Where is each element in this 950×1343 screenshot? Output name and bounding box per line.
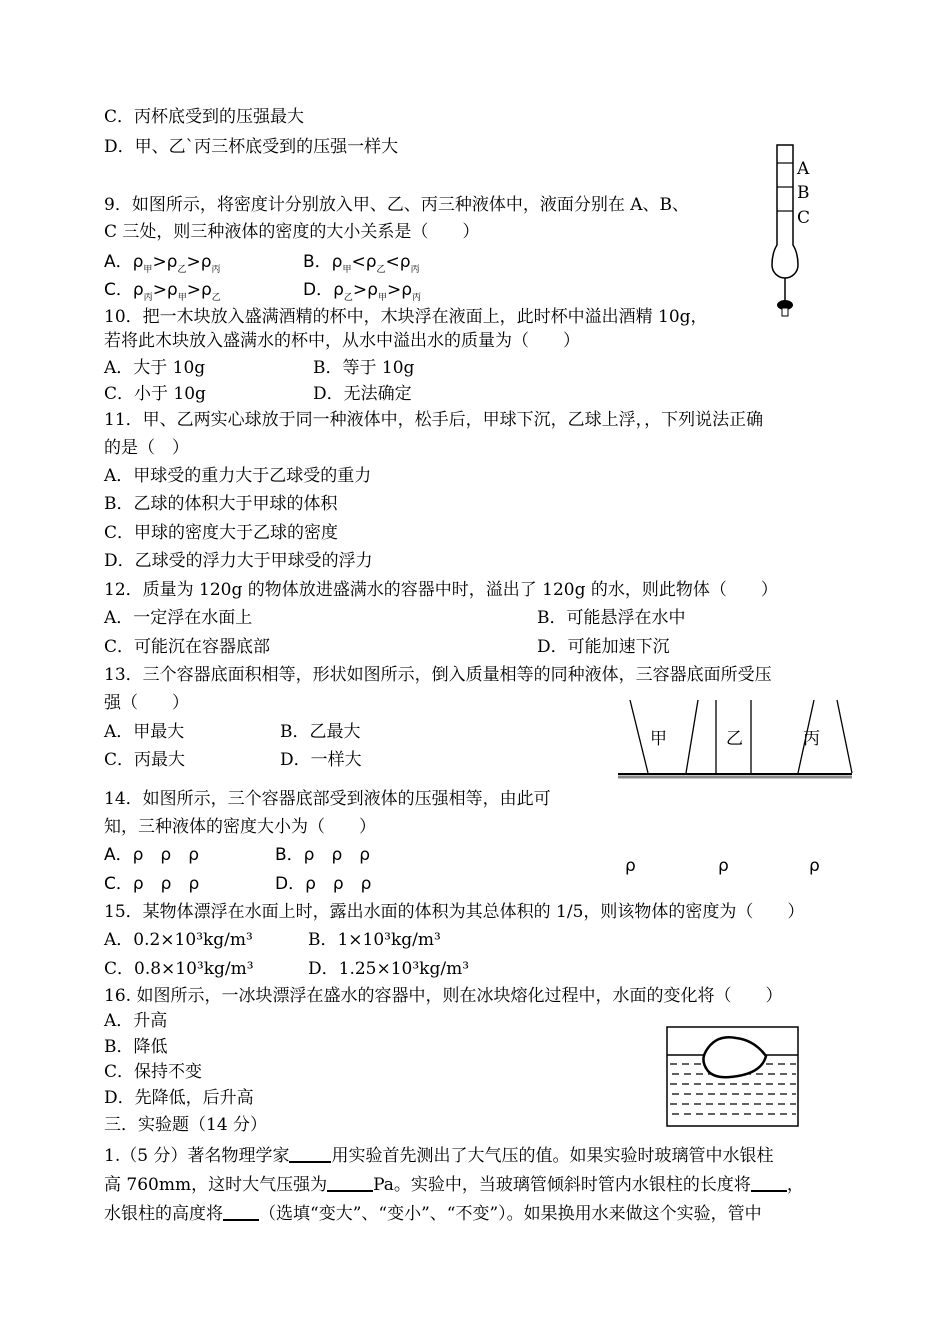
q13-option-d: D．一样大 xyxy=(280,750,362,770)
q10-option-b: B．等于 10g xyxy=(313,358,415,378)
q16-option-c: C．保持不变 xyxy=(104,1062,203,1082)
q16-option-d: D．先降低，后升高 xyxy=(104,1088,254,1108)
q14-option-c: C．ρ ρ ρ xyxy=(104,874,200,894)
answer-blank-pressure[interactable] xyxy=(327,1172,373,1192)
q12-option-b: B．可能悬浮在水中 xyxy=(537,608,686,628)
q10-stem-line2: 若将此木块放入盛满水的杯中，从水中溢出水的质量为（ ） xyxy=(104,331,580,351)
q9-stem-line1: 9．如图所示，将密度计分别放入甲、乙、丙三种液体中，液面分别在 A、B、 xyxy=(104,195,689,215)
container-label-yi: 乙 xyxy=(726,729,743,749)
exp1-line1: 1.（5 分）著名物理学家 用实验首先测出了大气压的值。如果实验时玻璃管中水银柱 xyxy=(104,1143,773,1168)
q11-option-a: A．甲球受的重力大于乙球受的重力 xyxy=(104,466,372,486)
q10-option-a: A．大于 10g xyxy=(104,358,206,378)
q16-option-a: A．升高 xyxy=(104,1011,168,1031)
q14-option-b: B．ρ ρ ρ xyxy=(275,845,371,865)
q9-stem-line2: C 三处，则三种液体的密度的大小关系是（ ） xyxy=(104,222,480,242)
q16-stem: 16. 如图所示，一冰块漂浮在盛水的容器中，则在冰块熔化过程中，水面的变化将（ ） xyxy=(104,986,783,1006)
q12-stem: 12．质量为 120g 的物体放进盛满水的容器中时，溢出了 120g 的水，则此物体（ ） xyxy=(104,580,778,600)
q15-option-a: A．0.2×10³kg/m³ xyxy=(104,930,253,950)
q16-option-b: B．降低 xyxy=(104,1037,168,1057)
q14-stem-line1: 14．如图所示，三个容器底部受到液体的压强相等，由此可 xyxy=(104,789,551,809)
q12-option-d: D．可能加速下沉 xyxy=(537,637,670,657)
q11-option-c: C．甲球的密度大于乙球的密度 xyxy=(104,523,339,543)
q13-option-b: B．乙最大 xyxy=(280,722,361,742)
answer-blank-scientist[interactable] xyxy=(289,1143,331,1163)
q13-option-c: C．丙最大 xyxy=(104,750,186,770)
q12-option-a: A．一定浮在水面上 xyxy=(104,608,253,628)
exp1-line3: 水银柱的高度将 （选填“变大”、“变小”、“不变”）。如果换用水来做这个实验，管中 xyxy=(104,1201,762,1226)
rho-label-2: ρ xyxy=(718,856,729,876)
rho-label-3: ρ xyxy=(809,856,820,876)
q13-option-a: A．甲最大 xyxy=(104,722,185,742)
container-label-bing: 丙 xyxy=(803,729,820,749)
q11-stem-line2: 的是（ ） xyxy=(104,438,189,458)
hydrometer-label-b: B xyxy=(797,183,810,203)
q9-option-b: B．$\rho_甲<\rho_乙<\rho_丙$ xyxy=(303,252,420,275)
ice-block-figure xyxy=(666,1026,800,1128)
rho-label-1: ρ xyxy=(625,856,636,876)
answer-blank-height[interactable] xyxy=(223,1201,259,1221)
q14-option-d: D．ρ ρ ρ xyxy=(275,874,372,894)
q14-stem-line2: 知，三种液体的密度大小为（ ） xyxy=(104,817,376,837)
q15-option-d: D．1.25×10³kg/m³ xyxy=(308,959,470,979)
q11-option-b: B．乙球的体积大于甲球的体积 xyxy=(104,494,338,514)
q13-stem-line2: 强（ ） xyxy=(104,693,189,713)
q9-option-d: D．$\rho_乙>\rho_甲>\rho_丙$ xyxy=(303,280,422,303)
exp1-line2: 高 760mm，这时大气压强为 Pa。实验中，当玻璃管倾斜时管内水银柱的长度将 ， xyxy=(104,1172,804,1197)
hydrometer-label-a: A xyxy=(797,159,810,179)
q12-option-c: C．可能沉在容器底部 xyxy=(104,637,271,657)
q14-option-a: A．ρ ρ ρ xyxy=(104,845,200,865)
q8-option-c: C．丙杯底受到的压强最大 xyxy=(104,107,305,127)
q11-stem-line1: 11．甲、乙两实心球放于同一种液体中，松手后，甲球下沉，乙球上浮，，下列说法正确 xyxy=(104,410,764,430)
q15-stem: 15．某物体漂浮在水面上时，露出水面的体积为其总体积的 1/5，则该物体的密度为（ ） xyxy=(104,902,805,922)
q9-option-a: A．$\rho_甲>\rho_乙>\rho_丙$ xyxy=(104,252,221,275)
answer-blank-length[interactable] xyxy=(751,1172,787,1192)
container-label-jia: 甲 xyxy=(650,729,667,749)
q10-option-d: D．无法确定 xyxy=(313,384,412,404)
hydrometer-label-c: C xyxy=(797,208,811,228)
q15-option-b: B．1×10³kg/m³ xyxy=(308,930,441,950)
q8-option-d: D．甲、乙`丙三杯底受到的压强一样大 xyxy=(104,137,399,157)
q10-option-c: C．小于 10g xyxy=(104,384,206,404)
q13-stem-line1: 13．三个容器底面积相等，形状如图所示，倒入质量相等的同种液体，三容器底面所受压 xyxy=(104,665,772,685)
section-3-heading: 三．实验题（14 分） xyxy=(104,1115,268,1135)
q10-stem-line1: 10．把一木块放入盛满酒精的杯中，木块浮在液面上，此时杯中溢出酒精 10g， xyxy=(104,307,708,327)
q11-option-d: D．乙球受的浮力大于甲球受的浮力 xyxy=(104,551,373,571)
q15-option-c: C．0.8×10³kg/m³ xyxy=(104,959,254,979)
q9-option-c: C．$\rho_丙>\rho_甲>\rho_乙$ xyxy=(104,280,221,303)
